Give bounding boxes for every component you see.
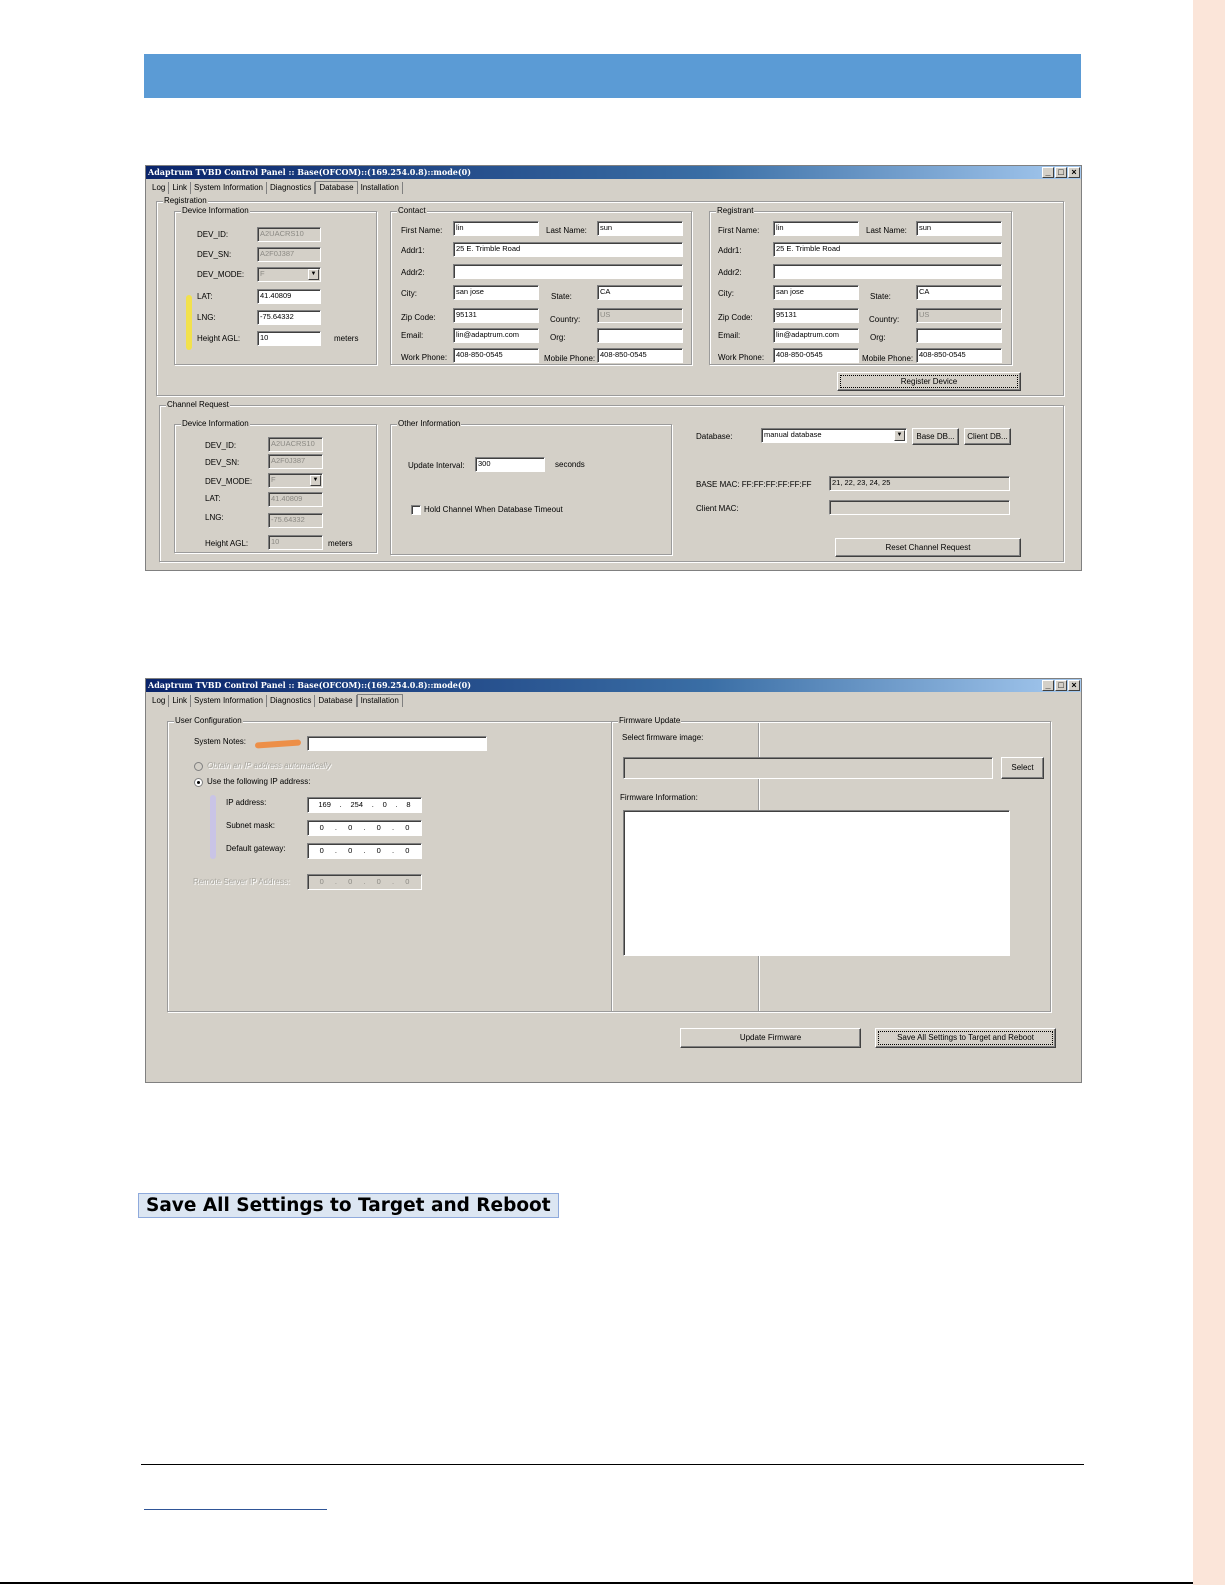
registrant-email-input[interactable]: lin@adaptrum.com <box>773 328 859 343</box>
octet-dot: . <box>363 846 366 855</box>
gateway-octet-3: 0 <box>376 846 381 855</box>
dev-mode-value: F <box>260 269 265 278</box>
minimize-button[interactable]: _ <box>1042 680 1054 691</box>
tab-bar <box>149 694 403 707</box>
contact-zip-label: Zip Code: <box>401 313 436 322</box>
lat-label: LAT: <box>197 292 213 301</box>
octet-dot: . <box>363 823 366 832</box>
subnet-octet-3: 0 <box>376 823 381 832</box>
subnet-octet-1: 0 <box>319 823 324 832</box>
registrant-addr1-input[interactable]: 25 E. Trimble Road <box>773 242 1002 257</box>
cr-device-info-group <box>174 419 377 553</box>
database-label: Database: <box>696 432 733 441</box>
firmware-info-textarea[interactable] <box>623 810 1010 956</box>
contact-state-input[interactable]: CA <box>597 285 683 300</box>
firmware-update-title: Firmware Update <box>619 716 681 725</box>
registrant-zip-label: Zip Code: <box>718 313 753 322</box>
tab-system-information[interactable]: System Information <box>191 695 267 707</box>
remote-octet-2: 0 <box>348 877 353 886</box>
dev-id-field: A2UACRS10 <box>257 227 321 242</box>
cr-dev-mode-select <box>268 473 323 488</box>
update-interval-unit-label: seconds <box>555 460 585 469</box>
contact-addr1-input[interactable]: 25 E. Trimble Road <box>453 242 683 257</box>
registrant-title: Registrant <box>717 206 754 215</box>
tab-diagnostics[interactable]: Diagnostics <box>267 695 315 707</box>
contact-last-name-input[interactable]: sun <box>597 221 683 236</box>
window-controls <box>1042 167 1080 178</box>
base-mac-label: BASE MAC: FF:FF:FF:FF:FF:FF <box>696 480 812 489</box>
registrant-country-label: Country: <box>869 315 900 324</box>
default-gateway-label: Default gateway: <box>226 844 286 853</box>
tab-diagnostics[interactable]: Diagnostics <box>267 182 315 194</box>
contact-addr2-input[interactable] <box>453 264 683 279</box>
gateway-octet-2: 0 <box>348 846 353 855</box>
octet-dot: . <box>395 800 398 809</box>
use-ip-label: Use the following IP address: <box>207 777 311 786</box>
tab-bar <box>149 181 403 194</box>
obtain-ip-radio <box>194 762 203 771</box>
contact-city-input[interactable]: san jose <box>453 285 539 300</box>
octet-dot: . <box>371 800 374 809</box>
registrant-addr1-label: Addr1: <box>718 246 742 255</box>
contact-work-phone-input[interactable]: 408-850-0545 <box>453 348 539 363</box>
remote-server-ip-label: Remote Server IP Address: <box>193 877 290 886</box>
registrant-addr2-label: Addr2: <box>718 268 742 277</box>
database-value: manual database <box>764 430 822 439</box>
contact-last-name-label: Last Name: <box>546 226 587 235</box>
registrant-first-name-input[interactable]: lin <box>773 221 859 236</box>
height-unit-label: meters <box>334 334 359 343</box>
tab-link[interactable]: Link <box>169 695 191 707</box>
maximize-button[interactable]: □ <box>1055 680 1067 691</box>
registrant-work-phone-label: Work Phone: <box>718 353 765 362</box>
tab-link[interactable]: Link <box>169 182 191 194</box>
cr-dev-mode-label: DEV_MODE: <box>205 477 253 486</box>
hold-channel-label: Hold Channel When Database Timeout <box>424 505 563 514</box>
chevron-down-icon: ▼ <box>308 269 319 280</box>
firmware-update-group <box>611 716 1051 1012</box>
reg-device-info-group <box>174 206 377 365</box>
registrant-addr2-input[interactable] <box>773 264 1002 279</box>
gateway-octet-4: 0 <box>405 846 410 855</box>
ip-octet-3: 0 <box>382 800 387 809</box>
contact-mobile-phone-input[interactable]: 408-850-0545 <box>597 348 683 363</box>
cr-dev-id-field: A2UACRS10 <box>268 437 323 452</box>
contact-mobile-phone-label: Mobile Phone: <box>544 354 596 363</box>
subnet-octet-4: 0 <box>405 823 410 832</box>
update-firmware-button[interactable]: Update Firmware <box>680 1028 861 1048</box>
firmware-path-field <box>623 757 993 779</box>
registrant-email-label: Email: <box>718 331 741 340</box>
cr-lng-label: LNG: <box>205 513 224 522</box>
ip-octet-2: 254 <box>350 800 363 809</box>
ip-address-input[interactable] <box>307 797 422 813</box>
chevron-down-icon: ▼ <box>310 475 321 486</box>
window-controls <box>1042 680 1080 691</box>
height-input[interactable]: 10 <box>257 331 321 346</box>
highlight-mark <box>255 739 301 748</box>
octet-dot: . <box>391 823 395 832</box>
registrant-state-input[interactable]: CA <box>916 285 1002 300</box>
lng-input[interactable]: -75.64332 <box>257 310 321 325</box>
tab-log[interactable]: Log <box>149 182 169 194</box>
close-button[interactable]: × <box>1068 167 1080 178</box>
client-mac-field <box>829 500 1010 515</box>
tab-database[interactable]: Database <box>315 181 357 194</box>
client-mac-label: Client MAC: <box>696 504 739 513</box>
minimize-button[interactable]: _ <box>1042 167 1054 178</box>
registrant-state-label: State: <box>870 292 891 301</box>
other-information-title: Other Information <box>398 419 461 428</box>
system-notes-label: System Notes: <box>194 737 247 746</box>
highlight-mark <box>210 795 216 859</box>
page-bottom-edge <box>0 1582 1193 1584</box>
dev-id-label: DEV_ID: <box>197 230 229 239</box>
cr-lat-label: LAT: <box>205 494 221 503</box>
system-notes-input[interactable] <box>307 736 487 751</box>
registration-title: Registration <box>164 196 207 205</box>
dev-mode-label: DEV_MODE: <box>197 270 245 279</box>
obtain-ip-label: Obtain an IP address automatically <box>207 761 331 770</box>
registrant-org-label: Org: <box>870 333 886 342</box>
contact-zip-input[interactable]: 95131 <box>453 308 539 323</box>
use-ip-radio[interactable] <box>194 778 203 787</box>
select-firmware-button[interactable]: Select <box>1001 757 1044 779</box>
hold-channel-checkbox[interactable] <box>411 505 421 515</box>
contact-addr2-label: Addr2: <box>401 268 425 277</box>
reg-device-info-title: Device Information <box>182 206 249 215</box>
cr-device-info-title: Device Information <box>182 419 249 428</box>
dev-sn-field: A2F0J387 <box>257 247 321 262</box>
registrant-mobile-phone-label: Mobile Phone: <box>862 354 914 363</box>
registrant-zip-input[interactable]: 95131 <box>773 308 859 323</box>
tab-database[interactable]: Database <box>315 695 356 707</box>
cr-dev-mode-value: F <box>271 475 276 484</box>
contact-country-label: Country: <box>550 315 581 324</box>
register-device-button[interactable]: Register Device <box>837 372 1021 391</box>
contact-addr1-label: Addr1: <box>401 246 425 255</box>
gateway-octet-1: 0 <box>319 846 324 855</box>
contact-org-label: Org: <box>550 333 566 342</box>
octet-dot: . <box>391 877 395 886</box>
save-all-settings-button[interactable]: Save All Settings to Target and Reboot <box>875 1028 1056 1048</box>
close-button[interactable]: × <box>1068 680 1080 691</box>
height-label: Height AGL: <box>197 334 241 343</box>
chevron-down-icon: ▼ <box>894 430 905 441</box>
footnote-separator <box>144 1509 327 1510</box>
footer-divider <box>141 1464 1084 1465</box>
base-db-button[interactable]: Base DB... <box>912 428 959 445</box>
octet-dot: . <box>339 800 342 809</box>
octet-dot: . <box>334 846 337 855</box>
highlight-mark <box>186 295 192 350</box>
cr-dev-sn-label: DEV_SN: <box>205 458 240 467</box>
tab-log[interactable]: Log <box>149 695 169 707</box>
base-mac-field: 21, 22, 23, 24, 25 <box>829 476 1010 491</box>
contact-city-label: City: <box>401 289 417 298</box>
cr-height-field: 10 <box>268 535 323 550</box>
dev-sn-label: DEV_SN: <box>197 250 232 259</box>
dev-mode-select <box>257 267 321 282</box>
registrant-group <box>709 206 1012 365</box>
registrant-mobile-phone-input[interactable]: 408-850-0545 <box>916 348 1002 363</box>
contact-state-label: State: <box>551 292 572 301</box>
contact-org-input[interactable] <box>597 328 683 343</box>
contact-first-name-input[interactable]: lin <box>453 221 539 236</box>
remote-octet-3: 0 <box>376 877 381 886</box>
registrant-org-input[interactable] <box>916 328 1002 343</box>
cr-lat-field: 41.40809 <box>268 492 323 507</box>
octet-dot: . <box>334 877 337 886</box>
tab-installation[interactable]: Installation <box>358 182 403 194</box>
ip-octet-4: 8 <box>406 800 411 809</box>
channel-request-title: Channel Request <box>167 400 229 409</box>
contact-email-label: Email: <box>401 331 424 340</box>
select-image-label: Select firmware image: <box>622 733 704 742</box>
ip-address-label: IP address: <box>226 798 267 807</box>
octet-dot: . <box>391 846 395 855</box>
reset-channel-request-button[interactable]: Reset Channel Request <box>835 538 1021 557</box>
firmware-info-label: Firmware Information: <box>620 793 698 802</box>
registrant-city-input[interactable]: san jose <box>773 285 859 300</box>
octet-dot: . <box>363 877 366 886</box>
registrant-work-phone-input[interactable]: 408-850-0545 <box>773 348 859 363</box>
cr-dev-id-label: DEV_ID: <box>205 441 237 450</box>
other-information-group <box>390 419 672 555</box>
subnet-mask-label: Subnet mask: <box>226 821 275 830</box>
installation-window <box>145 678 1082 1083</box>
octet-dot: . <box>334 823 337 832</box>
lng-label: LNG: <box>197 313 216 322</box>
ip-octet-1: 169 <box>318 800 331 809</box>
database-window <box>145 165 1082 571</box>
maximize-button[interactable]: □ <box>1055 167 1067 178</box>
cr-height-unit-label: meters <box>328 539 353 548</box>
registrant-city-label: City: <box>718 289 734 298</box>
client-db-button[interactable]: Client DB... <box>964 428 1011 445</box>
remote-octet-1: 0 <box>319 877 324 886</box>
cr-lng-field: -75.64332 <box>268 513 323 528</box>
subnet-mask-input[interactable] <box>307 820 422 836</box>
cr-dev-sn-field: A2F0J387 <box>268 454 323 469</box>
cr-height-label: Height AGL: <box>205 539 249 548</box>
contact-country-field: US <box>597 308 683 323</box>
page-side-strip <box>1193 0 1225 1585</box>
database-select[interactable] <box>761 428 907 443</box>
update-interval-label: Update Interval: <box>408 461 465 470</box>
tab-system-information[interactable]: System Information <box>191 182 267 194</box>
tab-installation[interactable]: Installation <box>357 694 403 707</box>
contact-first-name-label: First Name: <box>401 226 443 235</box>
user-configuration-title: User Configuration <box>175 716 242 725</box>
contact-title: Contact <box>398 206 426 215</box>
remote-octet-4: 0 <box>405 877 410 886</box>
window-title: Adaptrum TVBD Control Panel :: Base(OFCOM)::(169.254.0.8)::mode(0) <box>146 679 1081 692</box>
default-gateway-input[interactable] <box>307 843 422 859</box>
registrant-country-field: US <box>916 308 1002 323</box>
contact-email-input[interactable]: lin@adaptrum.com <box>453 328 539 343</box>
lat-input[interactable]: 41.40809 <box>257 289 321 304</box>
section-caption: Save All Settings to Target and Reboot <box>138 1193 559 1218</box>
registrant-first-name-label: First Name: <box>718 226 760 235</box>
registrant-last-name-label: Last Name: <box>866 226 907 235</box>
subnet-octet-2: 0 <box>348 823 353 832</box>
window-title: Adaptrum TVBD Control Panel :: Base(OFCOM)::(169.254.0.8)::mode(0) <box>146 166 1081 179</box>
contact-work-phone-label: Work Phone: <box>401 353 448 362</box>
update-interval-input[interactable]: 300 <box>475 457 545 472</box>
contact-group <box>390 206 692 365</box>
remote-server-ip-field <box>307 874 422 890</box>
header-band <box>144 54 1081 98</box>
registrant-last-name-input[interactable]: sun <box>916 221 1002 236</box>
